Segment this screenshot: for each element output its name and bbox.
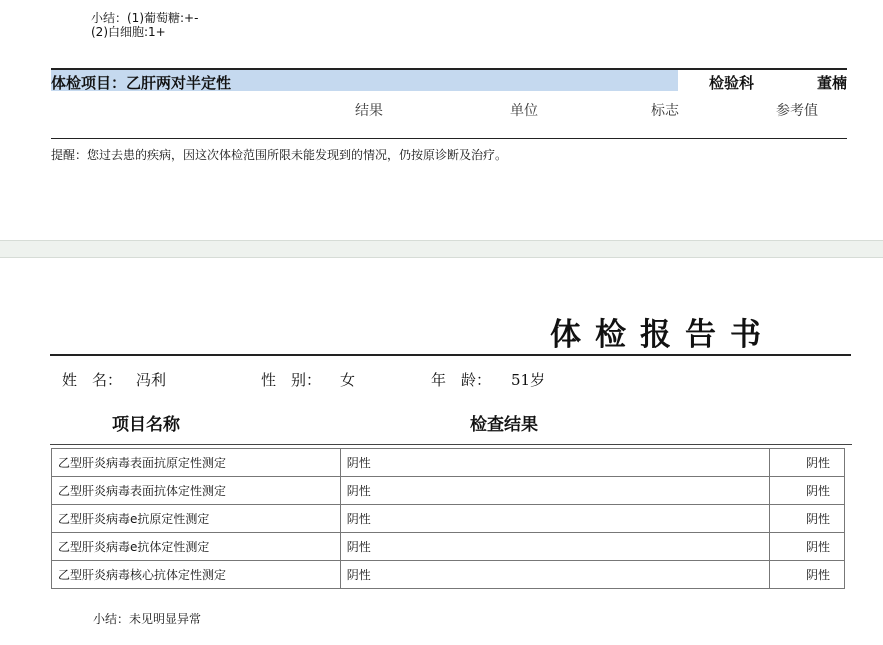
patient-name-label: 姓 名： [62, 371, 123, 389]
row-flag: 阴性 [770, 505, 845, 533]
patient-gender-value: 女 [340, 371, 356, 389]
column-header-reference: 参考值 [776, 103, 818, 119]
header-divider [50, 444, 852, 445]
row-result: 阴性 [340, 505, 769, 533]
table-row [52, 449, 845, 477]
column-header-unit: 单位 [510, 103, 538, 119]
patient-name-value: 冯利 [136, 371, 167, 389]
row-flag: 阴性 [770, 533, 845, 561]
table-row [52, 533, 845, 561]
title-underline [50, 354, 851, 356]
row-result: 阴性 [340, 533, 769, 561]
table-row [52, 505, 845, 533]
summary-block [91, 11, 198, 39]
project-title: 体检项目：乙肝两对半定性 [51, 74, 232, 92]
report-page-1 [0, 0, 883, 241]
project-header-bar [51, 68, 847, 91]
summary-line-2: (2)白细胞:1+ [91, 25, 166, 39]
doctor-name: 董楠 [817, 74, 848, 92]
department-label: 检验科 [709, 74, 755, 92]
row-result: 阴性 [340, 561, 769, 589]
row-item-name: 乙型肝炎病毒表面抗体定性测定 [52, 477, 341, 505]
row-item-name: 乙型肝炎病毒e抗体定性测定 [52, 533, 341, 561]
patient-age-value: 51岁 [511, 371, 546, 389]
row-item-name: 乙型肝炎病毒e抗原定性测定 [52, 505, 341, 533]
table-row [52, 561, 845, 589]
row-result: 阴性 [340, 449, 769, 477]
column-header-result: 结果 [355, 103, 383, 119]
summary-line-1: 小结：(1)葡萄糖:+- [91, 11, 199, 25]
row-flag: 阴性 [770, 449, 845, 477]
header-item-name: 项目名称 [112, 415, 180, 435]
table-row [52, 477, 845, 505]
patient-gender-label: 性 别： [261, 371, 322, 389]
patient-age-label: 年 龄： [431, 371, 492, 389]
results-table [51, 448, 845, 589]
row-item-name: 乙型肝炎病毒核心抗体定性测定 [52, 561, 341, 589]
row-result: 阴性 [340, 477, 769, 505]
summary-text: 小结：未见明显异常 [93, 612, 202, 626]
row-item-name: 乙型肝炎病毒表面抗原定性测定 [52, 449, 341, 477]
reminder-text: 提醒：您过去患的疾病，因这次体检范围所限未能发现到的情况，仍按原诊断及治疗。 [51, 148, 508, 162]
row-flag: 阴性 [770, 477, 845, 505]
row-flag: 阴性 [770, 561, 845, 589]
header-check-result: 检查结果 [470, 415, 538, 435]
column-header-flag: 标志 [651, 103, 679, 119]
divider-line [51, 138, 847, 139]
report-page-2 [0, 257, 883, 645]
report-title: 体检报告书 [550, 317, 775, 353]
